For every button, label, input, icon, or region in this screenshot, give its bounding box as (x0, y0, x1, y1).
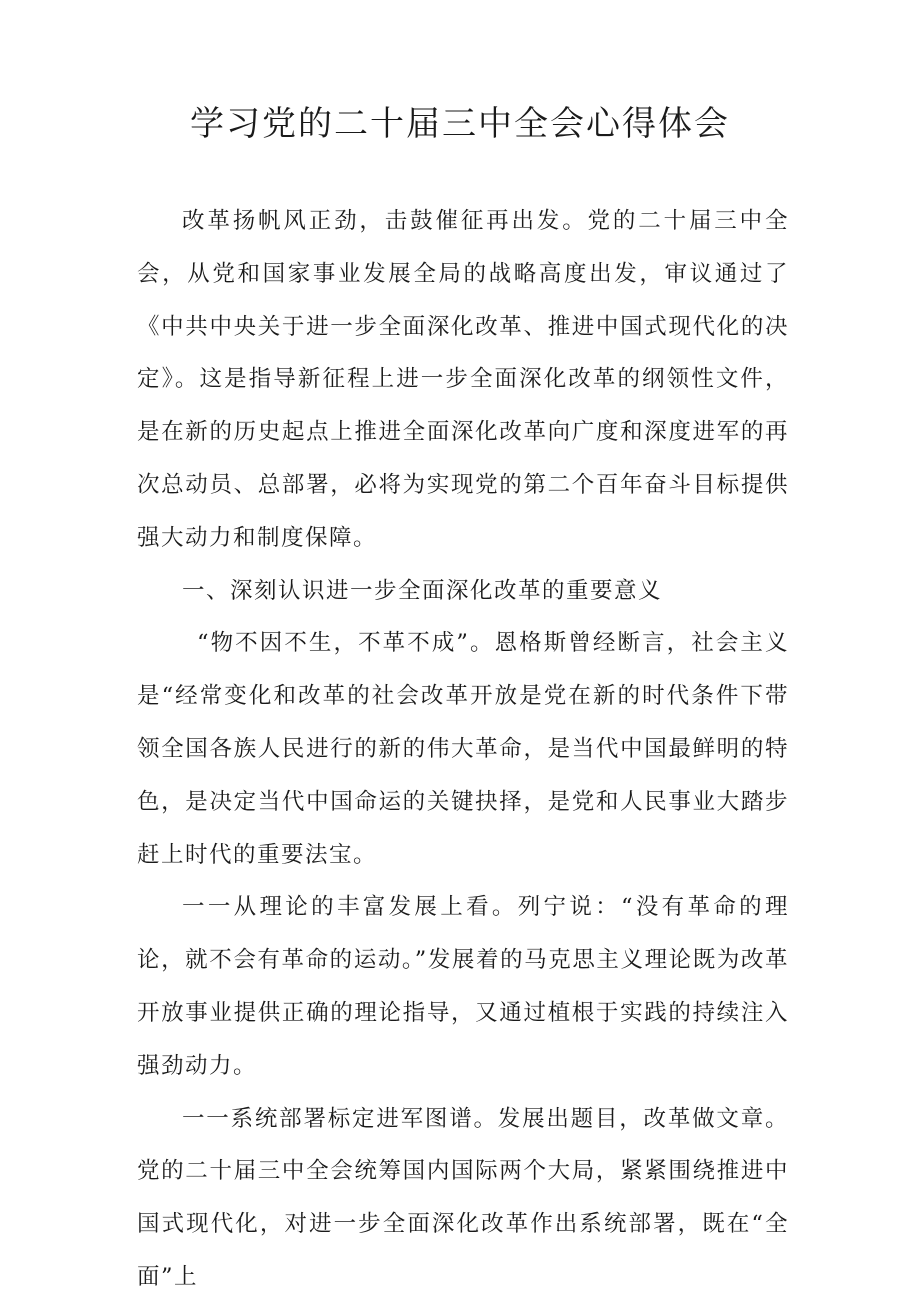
intro-paragraph: 改革扬帆风正劲，击鼓催征再出发。党的二十届三中全会，从党和国家事业发展全局的战略高度出发，审议通过了《中共中央关于进一步全面深化改革、推进中国式现代化的决定》。这是指导新征程上进一步全面深化改革的纲领性文件，是在新的历史起点上推进全面深化改革向广度和深度进军的再次总动员、总部署，必将为实现党的第二个百年奋斗目标提供强大动力和制度保障。 (137, 208, 789, 551)
document-title: 学习党的二十届三中全会心得体会 (190, 104, 730, 144)
document-body (137, 195, 789, 1304)
paragraph-theory: 一一从理论的丰富发展上看。列宁说：“没有革命的理论，就不会有革命的运动。”发展着的马克思主义理论既为改革开放事业提供正确的理论指导，又通过植根于实践的持续注入强劲动力。 (137, 894, 789, 1079)
paragraph-deployment: 一一系统部署标定进军图谱。发展出题目，改革做文章。党的二十届三中全会统筹国内国际两个大局，紧紧围绕推进中国式现代化，对进一步全面深化改革作出系统部署，既在“全面”上 (137, 1105, 789, 1290)
paragraph-significance: “物不因不生，不革不成”。恩格斯曾经断言，社会主义是“经常变化和改革的社会改革开放是党在新的时代条件下带领全国各族人民进行的新的伟大革命，是当代中国最鲜明的特色，是决定当代中国命运的关键抉择，是党和人民事业大踏步赶上时代的重要法宝。 (137, 630, 789, 868)
section-heading-1: 一、深刻认识进一步全面深化改革的重要意义 (182, 577, 663, 604)
